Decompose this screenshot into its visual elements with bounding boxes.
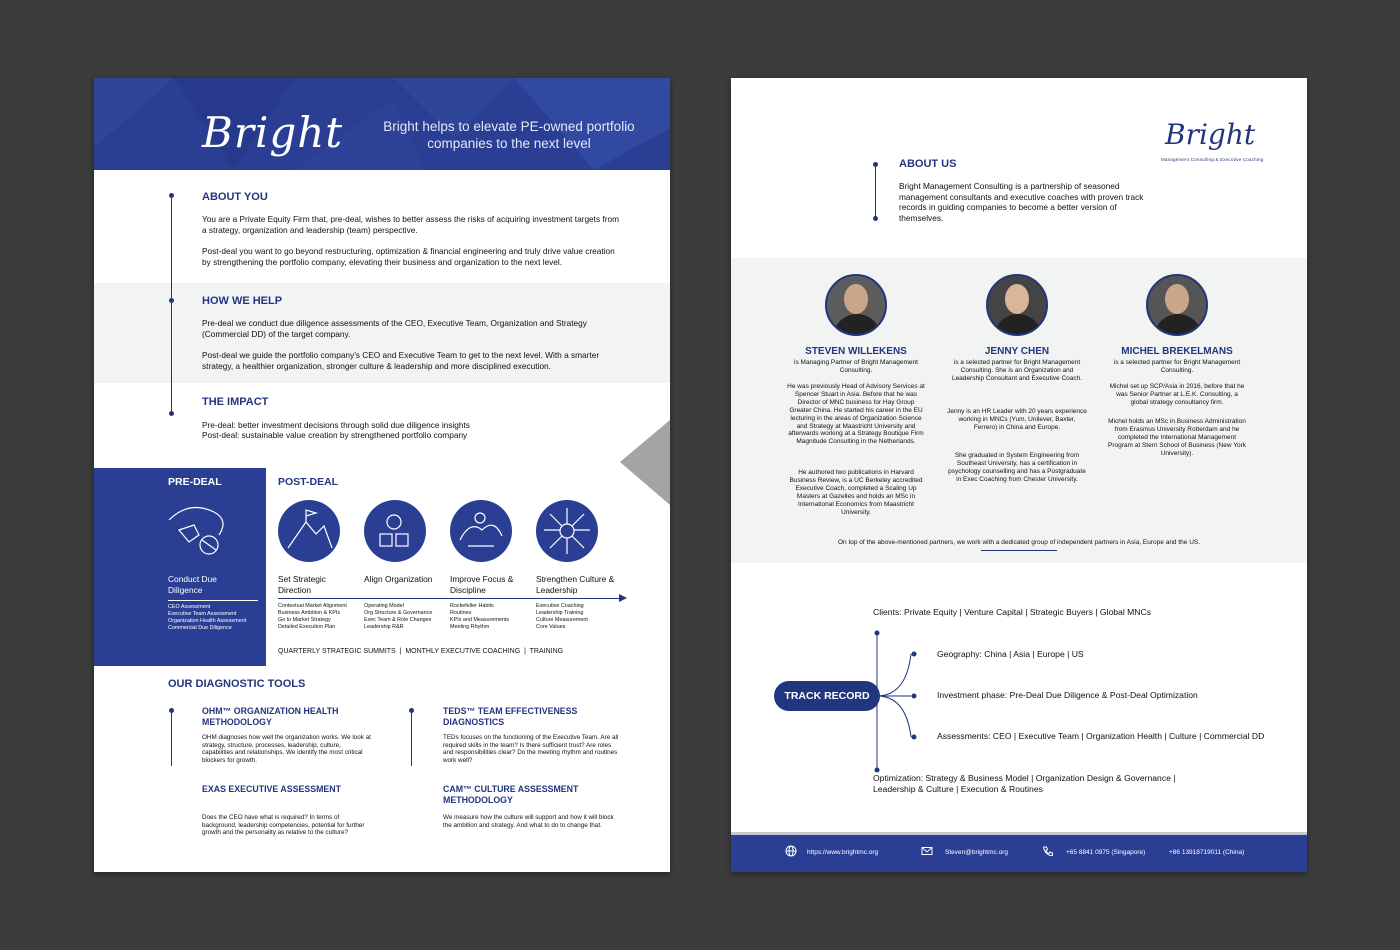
avatar-body	[833, 314, 881, 336]
partner-photo-michel	[1146, 274, 1208, 336]
pre-deal-items	[168, 604, 246, 632]
decorative-arrow-shape	[620, 400, 710, 640]
footer-phone-sg[interactable]: +65 8841 0975 (Singapore)	[1066, 849, 1146, 856]
impact-line1: Pre-deal: better investment decisions through solid due diligence insights	[202, 420, 470, 430]
globe-icon	[785, 845, 797, 857]
track-assessments: Assessments: CEO | Executive Team | Organization Health | Culture | Commercial DD	[937, 731, 1265, 741]
footer-email[interactable]: Steven@brightmc.org	[945, 849, 1008, 856]
flag-mountain-glyph	[278, 500, 340, 562]
post-item: Detailed Execution Plan	[278, 624, 336, 630]
brochure-page-front	[94, 78, 670, 872]
bright-logo: Bright	[1165, 118, 1256, 151]
blocks-glyph	[364, 500, 426, 562]
tool-text: We measure how the culture will support and how it will block the ambition and strategy. And what to do to change that.	[443, 814, 614, 829]
track-investment: Investment phase: Pre-Deal Due Diligence & Post-Deal Optimization	[937, 690, 1198, 700]
partner-bio: Michel holds an MSc in Business Administration from Erasmus University Rotterdam and he completed the International Management Program at Stern School of Business (New York University).	[1107, 418, 1246, 457]
post-item: Business Ambition & KPIs	[278, 610, 341, 616]
post-item: Meeting Rhythm	[450, 624, 490, 630]
about-line	[875, 162, 876, 220]
pre-deal-divider	[168, 600, 258, 601]
impact-title: THE IMPACT	[202, 396, 269, 408]
brochure-page-back	[731, 78, 1307, 872]
post-step-label: Improve Focus & Discipline	[450, 574, 514, 595]
timeline-dot	[409, 708, 414, 713]
track-record-diagram	[731, 598, 1307, 838]
partner-name: JENNY CHEN	[984, 346, 1050, 357]
bright-logo: Bright	[202, 108, 344, 157]
pre-deal-item: CEO Assessment	[168, 604, 211, 610]
post-deal-services: QUARTERLY STRATEGIC SUMMITS | MONTHLY EXECUTIVE COACHING | TRAINING	[278, 648, 564, 655]
post-item: Leadership R&R	[364, 624, 404, 630]
tool-text: OHM diagnoses how well the organization works. We look at strategy, structure, processes, leadership, culture, capabilities and relationships. We identify the most critical blockers for growth.	[202, 734, 371, 764]
strategy-icon	[278, 500, 340, 562]
post-item: Culture Measurement	[536, 617, 588, 623]
post-item: Contextual Market Alignment	[278, 603, 347, 609]
post-step-label: Set Strategic Direction	[278, 574, 326, 595]
partner-bio: He was previously Head of Advisory Services at Spencer Stuart in Asia. Before that he was Director of MNC business for Hay Group Greater China. He started his career in the EU lecturing in the areas of Organization Science and Strategy at Maastricht University and afterwards working at a Strategy Boutique Firm Magnitude Consulting in the Netherlands.	[787, 383, 925, 446]
mail-icon	[921, 845, 933, 857]
post-step-label: Strengthen Culture & Leadership	[536, 574, 615, 595]
post-deal-arrow-line	[278, 598, 621, 599]
about-you-p2: Post-deal you want to go beyond restructuring, optimization & financial engineering and truly drive value creation by strengthening the portfolio company, elevating their business and organization to the next level.	[202, 246, 615, 267]
timeline-dot	[169, 411, 174, 416]
partners-note: On top of the above-mentioned partners, we work with a dedicated group of independent partners in Asia, Europe and the US.	[837, 539, 1201, 546]
track-geography: Geography: China | Asia | Europe | US	[937, 649, 1084, 659]
culture-icon	[536, 500, 598, 562]
post-step-items	[450, 603, 509, 631]
post-step-items	[278, 603, 347, 631]
diagnostic-tools-title: OUR DIAGNOSTIC TOOLS	[168, 678, 306, 690]
avatar-body	[1154, 314, 1202, 336]
tools-line	[171, 708, 172, 766]
post-item: KPIs and Measurements	[450, 617, 510, 623]
pre-deal-item: Organization Health Assessment	[168, 618, 247, 624]
partner-role: is a selected partner for Bright Management Consulting. She is an Organization and Leadership Consultant and Executive Coach.	[951, 359, 1083, 382]
note-underline	[981, 550, 1057, 551]
post-item: Exec Team & Role Changes	[364, 617, 432, 623]
due-diligence-icon	[164, 500, 234, 560]
partner-bio: He authored two publications in Harvard Business Review, is a UC Berkeley accredited Executive Coach, completed a Scaling Up Masters at Gazelles and holds an MSc in International Economics from Maastricht University.	[789, 469, 923, 516]
track-clients: Clients: Private Equity | Venture Capital | Strategic Buyers | Global MNCs	[873, 607, 1151, 617]
logo-subtitle: Management Consulting & Executive Coaching	[1161, 157, 1264, 162]
timeline-dot	[169, 298, 174, 303]
pre-deal-item: Commercial Due Diligence	[168, 625, 232, 631]
timeline-dot	[873, 216, 878, 221]
tool-title: EXAS EXECUTIVE ASSESSMENT	[202, 784, 341, 794]
timeline-dot	[873, 162, 878, 167]
post-step-items	[536, 603, 588, 631]
post-item: Go to Market Strategy	[278, 617, 331, 623]
footer-phone-cn[interactable]: +86 13918719011 (China)	[1169, 849, 1245, 856]
page1-header	[94, 78, 670, 170]
tool-title: CAM™ CULTURE ASSESSMENT METHODOLOGY	[443, 784, 579, 805]
partner-photo-steven	[825, 274, 887, 336]
tool-title: TEDS™ TEAM EFFECTIVENESS DIAGNOSTICS	[443, 706, 578, 727]
avatar-face	[844, 284, 868, 314]
post-item: Routines	[450, 610, 472, 616]
organization-icon	[364, 500, 426, 562]
header-tagline: Bright helps to elevate PE-owned portfolio companies to the next level	[383, 119, 635, 151]
tools-line	[411, 708, 412, 766]
tool-text: TEDs focuses on the functioning of the Executive Team. Are all required skills in the team? Is there sufficient trust? Are roles and responsibilities clear? Do the meeting rhythm and routines work well?	[443, 734, 619, 764]
tool-text: Does the CEO have what is required? In terms of background, leadership competencies, potential for further growth and the personality as relative to the culture?	[202, 814, 365, 837]
timeline-dot	[169, 193, 174, 198]
timeline-dot	[169, 708, 174, 713]
partner-photo-jenny	[986, 274, 1048, 336]
footer-website[interactable]: https://www.brightmc.org	[807, 849, 879, 856]
post-item: Core Values	[536, 624, 566, 630]
partner-bio: Michel set up SCP/Asia in 2016, before that he was Senior Partner at L.E.K. Consulting, a global strategy consultancy firm.	[1109, 383, 1245, 406]
post-deal-title: POST-DEAL	[278, 476, 339, 488]
partner-bio: Jenny is an HR Leader with 20 years experience working in MNCs (Yum, Unilever, Baxter, Ferrero) in China and Europe.	[947, 408, 1087, 431]
partner-name: STEVEN WILLEKENS	[805, 346, 907, 357]
partner-bio: She graduated in System Engineering from Southeast University, has a certification in psychology counselling and has a Postgraduate in Exec Coaching from Chester University.	[948, 452, 1086, 483]
how-we-help-title: HOW WE HELP	[202, 295, 283, 307]
partner-name: MICHEL BREKELMANS	[1121, 346, 1233, 357]
partner-role: is Managing Partner of Bright Management Consulting.	[794, 359, 918, 374]
post-step-items	[364, 603, 432, 631]
pre-deal-label: Conduct Due Diligence	[168, 574, 217, 595]
post-step-label: Align Organization	[364, 574, 433, 584]
pre-deal-item: Executive Team Assessment	[168, 611, 237, 617]
about-us-title: ABOUT US	[899, 158, 957, 170]
about-you-p1: You are a Private Equity Firm that, pre-deal, wishes to better assess the risks of acquiring investment targets from a strategy, organization and leadership (team) perspective.	[202, 214, 620, 235]
tool-title: OHM™ ORGANIZATION HEALTH METHODOLOGY	[202, 706, 339, 727]
post-item: Rockefeller Habits	[450, 603, 494, 609]
post-item: Operating Model	[364, 603, 404, 609]
hands-glyph	[450, 500, 512, 562]
track-optimization: Optimization: Strategy & Business Model | Organization Design & Governance | Leadership & Culture | Execution & Routines	[873, 773, 1176, 794]
impact-line2: Post-deal: sustainable value creation by strengthened portfolio company	[202, 430, 468, 440]
avatar-face	[1165, 284, 1189, 314]
post-item: Org Structure & Governance	[364, 610, 433, 616]
how-we-help-p1: Pre-deal we conduct due diligence assessments of the CEO, Executive Team, Organization and Strategy (Commercial DD) of the target company.	[202, 318, 587, 339]
pre-deal-panel	[94, 468, 266, 666]
post-item: Leadership Training	[536, 610, 584, 616]
about-us-text: Bright Management Consulting is a partnership of seasoned management consultants and executive coaches with proven track records in guiding companies to become a better version of themselves.	[899, 181, 1144, 223]
track-record-pill: TRACK RECORD	[774, 681, 880, 711]
about-you-title: ABOUT YOU	[202, 191, 268, 203]
avatar-body	[994, 314, 1042, 336]
partner-role: is a selected partner for Bright Management Consulting.	[1113, 359, 1241, 374]
avatar-face	[1005, 284, 1029, 314]
how-we-help-p2: Post-deal we guide the portfolio company's CEO and Executive Team to get to the next level. With a smarter strategy, a healthier organization, stronger culture & leadership and more disciplined execution.	[202, 350, 600, 371]
contact-footer	[731, 832, 1307, 872]
post-item: Executive Coaching	[536, 603, 584, 609]
joined-hands-glyph	[536, 500, 598, 562]
pre-deal-title: PRE-DEAL	[168, 476, 222, 488]
phone-icon	[1042, 845, 1054, 857]
focus-icon	[450, 500, 512, 562]
